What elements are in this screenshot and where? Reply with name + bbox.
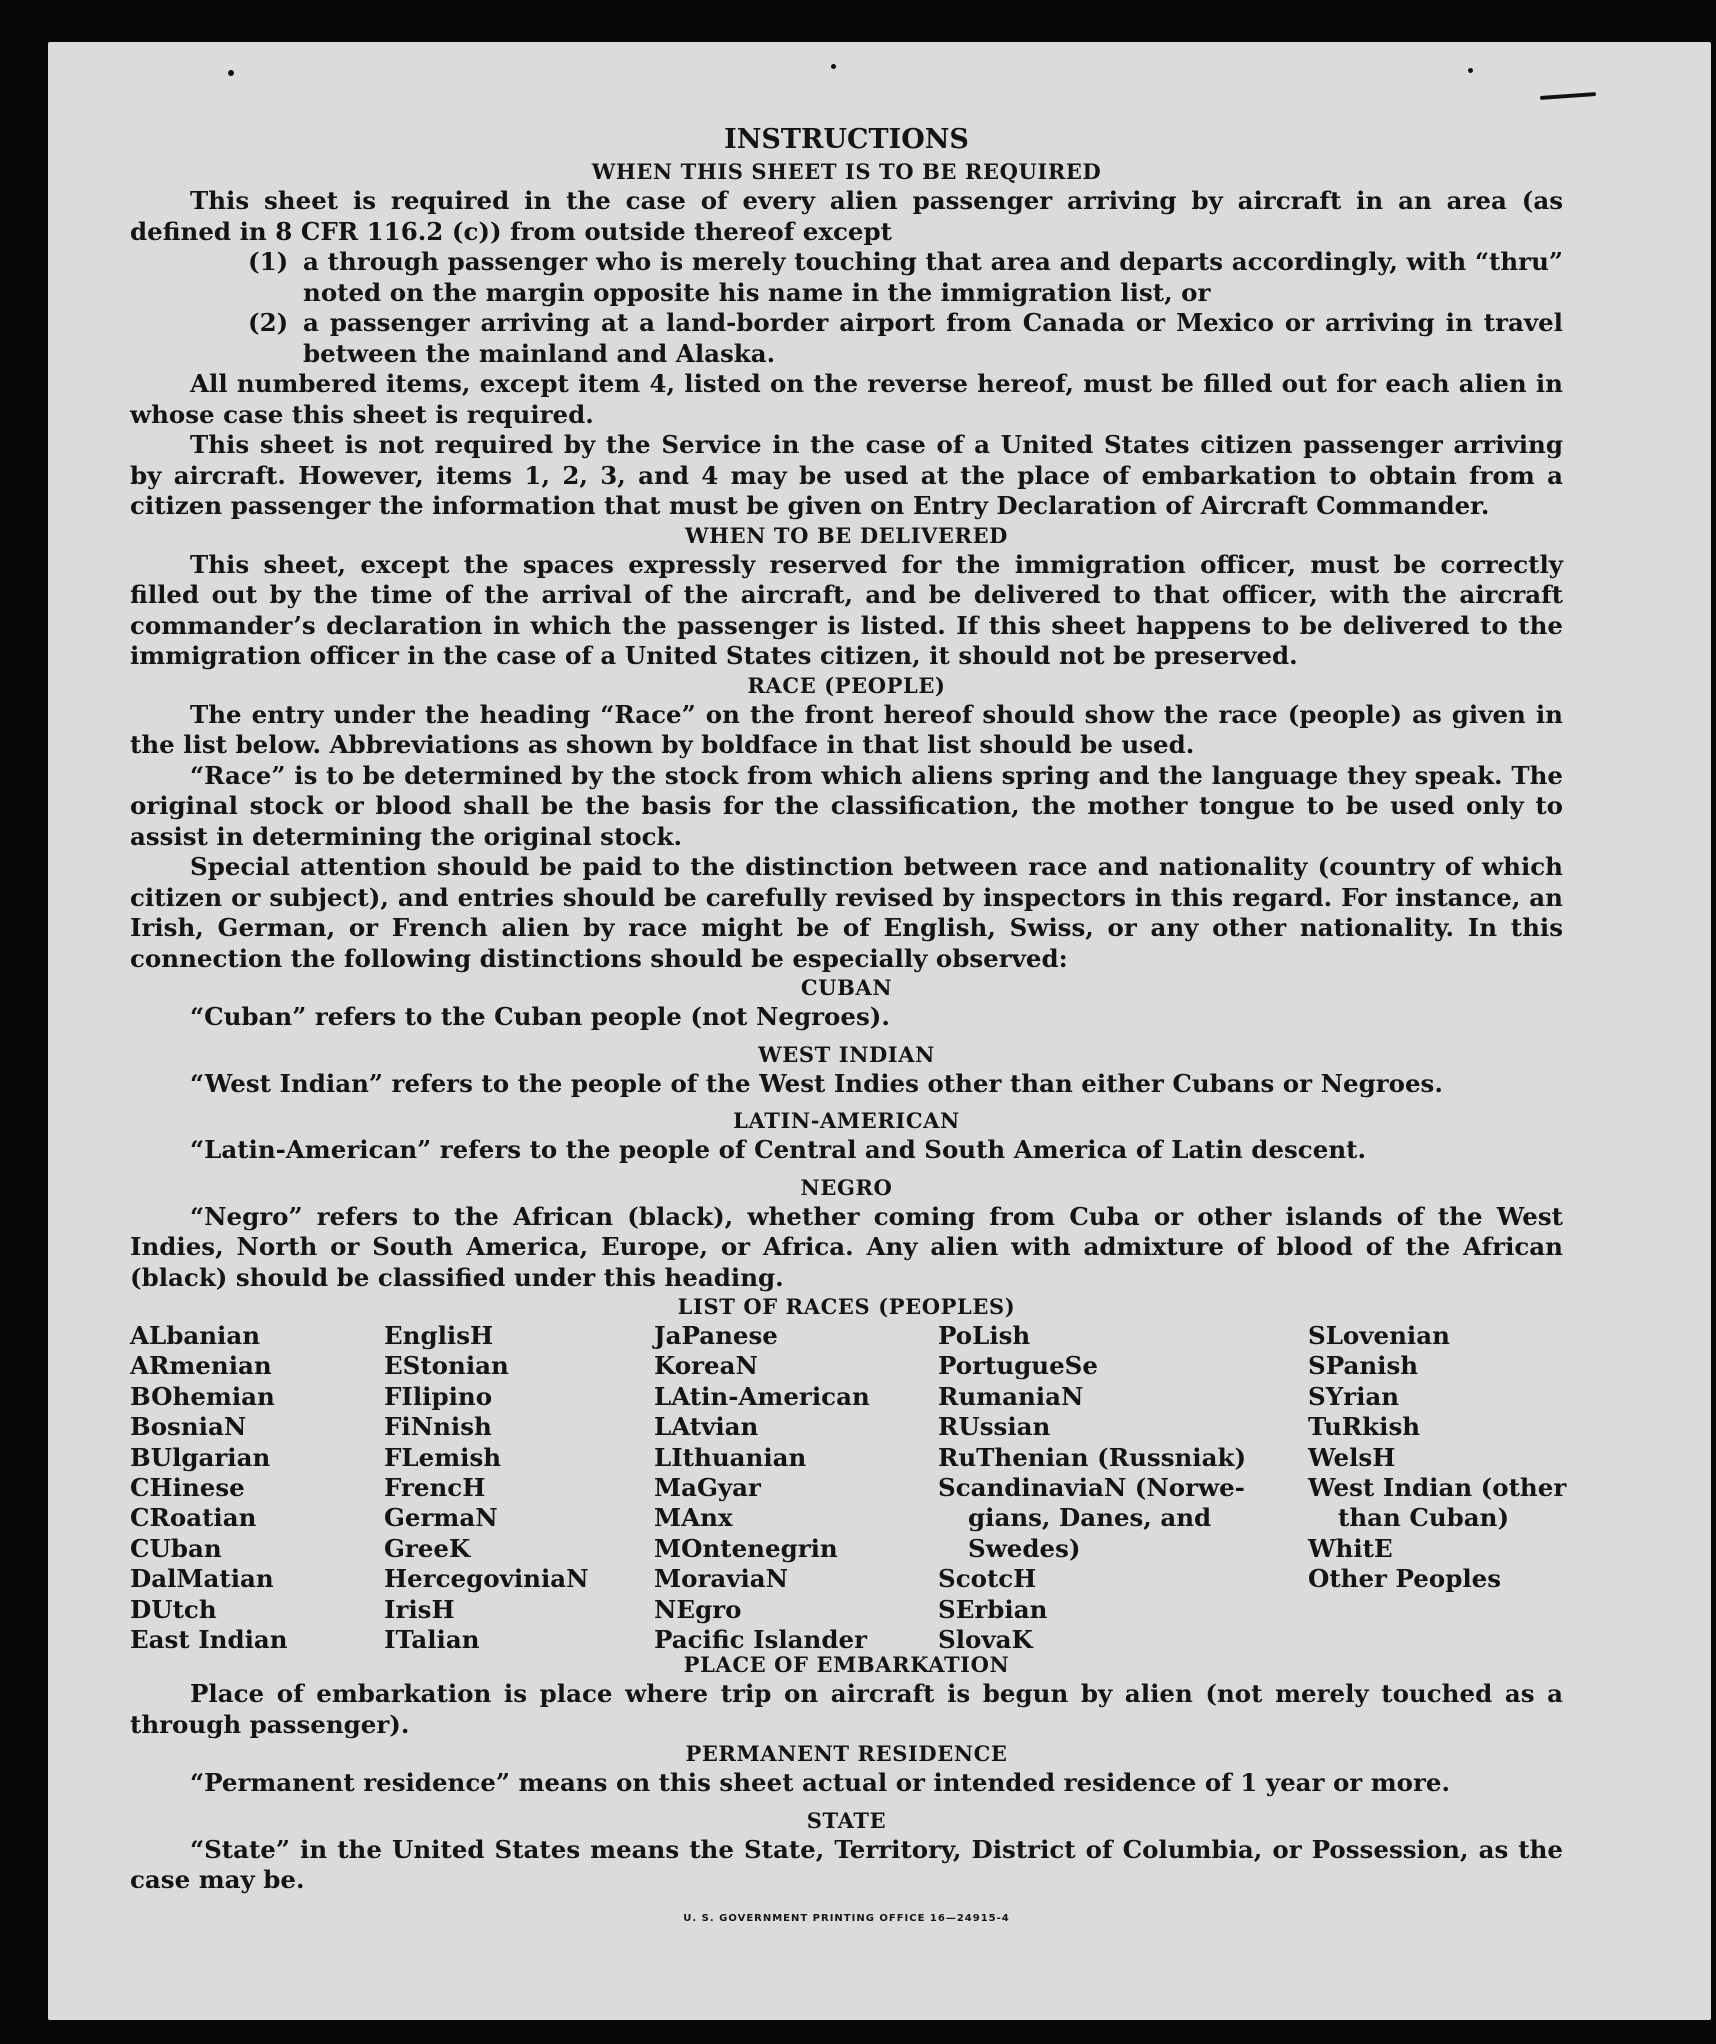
paragraph: “Permanent residence” means on this sheet actual or intended residence of 1 year or more. xyxy=(190,1768,1451,1797)
paragraph: Special attention should be paid to the distinction between race and nationality (country of which citizen or subject), and entries should be carefully revised by inspectors in this regard. For instance, an Irish, German, or French alien by race might be of English, Swiss, or any other nationality. In this connection the following distinctions should be especially observed: xyxy=(130,852,1563,973)
list-item: gians, Danes, and xyxy=(968,1503,1212,1533)
list-item: MOntenegrin xyxy=(654,1533,838,1563)
list-item: FIlipino xyxy=(384,1381,493,1411)
list-item: EStonian xyxy=(384,1351,509,1381)
section-heading-embarkation: PLACE OF EMBARKATION xyxy=(683,1652,1010,1677)
races-column-3 xyxy=(654,1321,870,1655)
list-item: JaPanese xyxy=(654,1321,778,1350)
paragraph: “Latin-American” refers to the people of Central and South America of Latin descent. xyxy=(190,1135,1366,1164)
list-item: Pacific Islander xyxy=(654,1625,867,1655)
list-item: MoraviaN xyxy=(654,1564,789,1594)
paragraph: “Cuban” refers to the Cuban people (not Negroes). xyxy=(190,1002,890,1031)
speck xyxy=(1468,68,1473,73)
speck xyxy=(831,64,836,69)
list-item: BOhemian xyxy=(130,1381,275,1411)
list-item: FLemish xyxy=(384,1442,502,1472)
list-item: SlovaK xyxy=(938,1625,1033,1655)
list-item: FiNnish xyxy=(384,1412,492,1442)
list-item: ITalian xyxy=(384,1625,480,1655)
list-item: RUssian xyxy=(938,1412,1051,1442)
item-number: (2) xyxy=(248,308,289,337)
list-item: SLovenian xyxy=(1308,1321,1450,1350)
list-item: PoLish xyxy=(938,1321,1031,1350)
paragraph: All numbered items, except item 4, listed on the reverse hereof, must be filled out for each alien in whose case this sheet is required. xyxy=(130,369,1563,429)
list-item: CUban xyxy=(130,1533,222,1563)
list-item: DalMatian xyxy=(130,1564,274,1594)
section-heading-latin-american: LATIN-AMERICAN xyxy=(733,1108,960,1133)
paragraph: This sheet, except the spaces expressly reserved for the immigration officer, must be correctly filled out by the time of the arrival of the aircraft, and be delivered to that officer, with the aircraft commander’s declaration in which the passenger is listed. If this sheet happens to be delivered to the immigration officer in the case of a United States citizen, it should not be preserved. xyxy=(130,549,1563,670)
paragraph: Place of embarkation is place where trip on aircraft is begun by alien (not merely touched as a through passenger). xyxy=(130,1679,1563,1739)
list-item: DUtch xyxy=(130,1594,217,1624)
list-item: SErbian xyxy=(938,1594,1048,1624)
list-item: PortugueSe xyxy=(938,1351,1098,1381)
list-item: BosniaN xyxy=(130,1412,247,1442)
list-item: TuRkish xyxy=(1308,1412,1421,1442)
section-heading-race: RACE (PEOPLE) xyxy=(747,672,946,698)
list-item: ScotcH xyxy=(938,1564,1037,1594)
list-item: GermaN xyxy=(384,1503,498,1533)
section-heading-negro: NEGRO xyxy=(800,1174,893,1200)
list-item: RumaniaN xyxy=(938,1381,1084,1411)
list-item: CHinese xyxy=(130,1473,245,1503)
list-item xyxy=(130,247,1563,308)
list-item: ALbanian xyxy=(130,1321,261,1350)
printer-footer: U. S. GOVERNMENT PRINTING OFFICE 16—24915-4 xyxy=(683,1912,1010,1924)
pen-mark xyxy=(1540,92,1596,100)
section-heading-residence: PERMANENT RESIDENCE xyxy=(685,1741,1008,1766)
paragraph: “State” in the United States means the State, Territory, District of Columbia, or Possession, as the case may be. xyxy=(130,1834,1563,1894)
item-text: a through passenger who is merely touching that area and departs accordingly, with “thru” noted on the margin opposite his name in the immigration list, or xyxy=(303,247,1563,307)
list-item: SYrian xyxy=(1308,1381,1400,1411)
paragraph: “Race” is to be determined by the stock from which aliens spring and the language they speak. The original stock or blood shall be the basis for the classification, the mother tongue to be used only to assist in determining the original stock. xyxy=(130,760,1563,851)
list-item: ARmenian xyxy=(130,1351,272,1381)
list-item: East Indian xyxy=(130,1625,288,1655)
list-item: Swedes) xyxy=(968,1533,1081,1563)
paragraph: “West Indian” refers to the people of the West Indies other than either Cubans or Negroes. xyxy=(190,1068,1443,1098)
list-item: KoreaN xyxy=(654,1351,758,1381)
list-item: BUlgarian xyxy=(130,1442,271,1472)
races-list xyxy=(130,1321,1567,1655)
list-item: EnglisH xyxy=(384,1321,494,1350)
races-column-5 xyxy=(1308,1321,1566,1595)
section-heading-west-indian: WEST INDIAN xyxy=(758,1041,935,1067)
list-item: FrencH xyxy=(384,1473,486,1503)
item-number: (1) xyxy=(248,247,289,276)
section-heading-delivered: WHEN TO BE DELIVERED xyxy=(684,522,1008,548)
list-item: SPanish xyxy=(1308,1351,1419,1381)
section-heading-list-of-races: LIST OF RACES (PEOPLES) xyxy=(677,1294,1016,1319)
list-item: LAtvian xyxy=(654,1412,759,1442)
instructions-content xyxy=(130,122,1567,1934)
list-item: ScandinaviaN (Norwe- xyxy=(938,1473,1245,1503)
list-item: GreeK xyxy=(384,1533,471,1563)
speck xyxy=(228,70,234,76)
paragraph: “Negro” refers to the African (black), whether coming from Cuba or other islands of the West Indies, North or South America, Europe, or Africa. Any alien with admixture of blood of the African (black) should be classified under this heading. xyxy=(130,1201,1563,1292)
races-column-1 xyxy=(130,1321,288,1655)
list-item: MAnx xyxy=(654,1503,733,1533)
list-item: West Indian (other xyxy=(1308,1473,1567,1503)
list-item: HercegoviniaN xyxy=(384,1564,589,1594)
section-heading-cuban: CUBAN xyxy=(800,975,893,1000)
list-item: LAtin-American xyxy=(654,1381,870,1411)
page-title: INSTRUCTIONS xyxy=(724,124,969,155)
list-item: LIthuanian xyxy=(654,1442,807,1472)
section-heading-state: STATE xyxy=(806,1807,887,1833)
races-column-2 xyxy=(384,1321,589,1655)
list-item: WelsH xyxy=(1308,1442,1396,1472)
list-item: RuThenian (Russniak) xyxy=(938,1442,1247,1472)
list-item xyxy=(130,308,1563,369)
list-item: Other Peoples xyxy=(1308,1564,1502,1594)
item-text: a passenger arriving at a land-border airport from Canada or Mexico or arriving in travel between the mainland and Alaska. xyxy=(303,308,1563,368)
paragraph: The entry under the heading “Race” on the front hereof should show the race (people) as given in the list below. Abbreviations as shown by boldface in that list should be used. xyxy=(130,699,1563,759)
list-item: IrisH xyxy=(384,1594,455,1624)
list-item: MaGyar xyxy=(654,1473,761,1503)
list-item: WhitE xyxy=(1308,1533,1393,1563)
paragraph: This sheet is not required by the Service in the case of a United States citizen passenger arriving by aircraft. However, items 1, 2, 3, and 4 may be used at the place of embarkation to obtain from a citizen passenger the information that must be given on Entry Declaration of Aircraft Commander. xyxy=(130,430,1563,520)
list-item: NEgro xyxy=(654,1594,742,1624)
paragraph: This sheet is required in the case of every alien passenger arriving by aircraft in an area (as defined in 8 CFR 116.2 (c)) from outside thereof except xyxy=(130,186,1563,246)
list-item: than Cuban) xyxy=(1338,1503,1510,1533)
document-sheet xyxy=(48,42,1711,2020)
list-item: CRoatian xyxy=(130,1503,257,1533)
races-column-4 xyxy=(938,1321,1246,1655)
section-heading-required: WHEN THIS SHEET IS TO BE REQUIRED xyxy=(591,159,1102,184)
